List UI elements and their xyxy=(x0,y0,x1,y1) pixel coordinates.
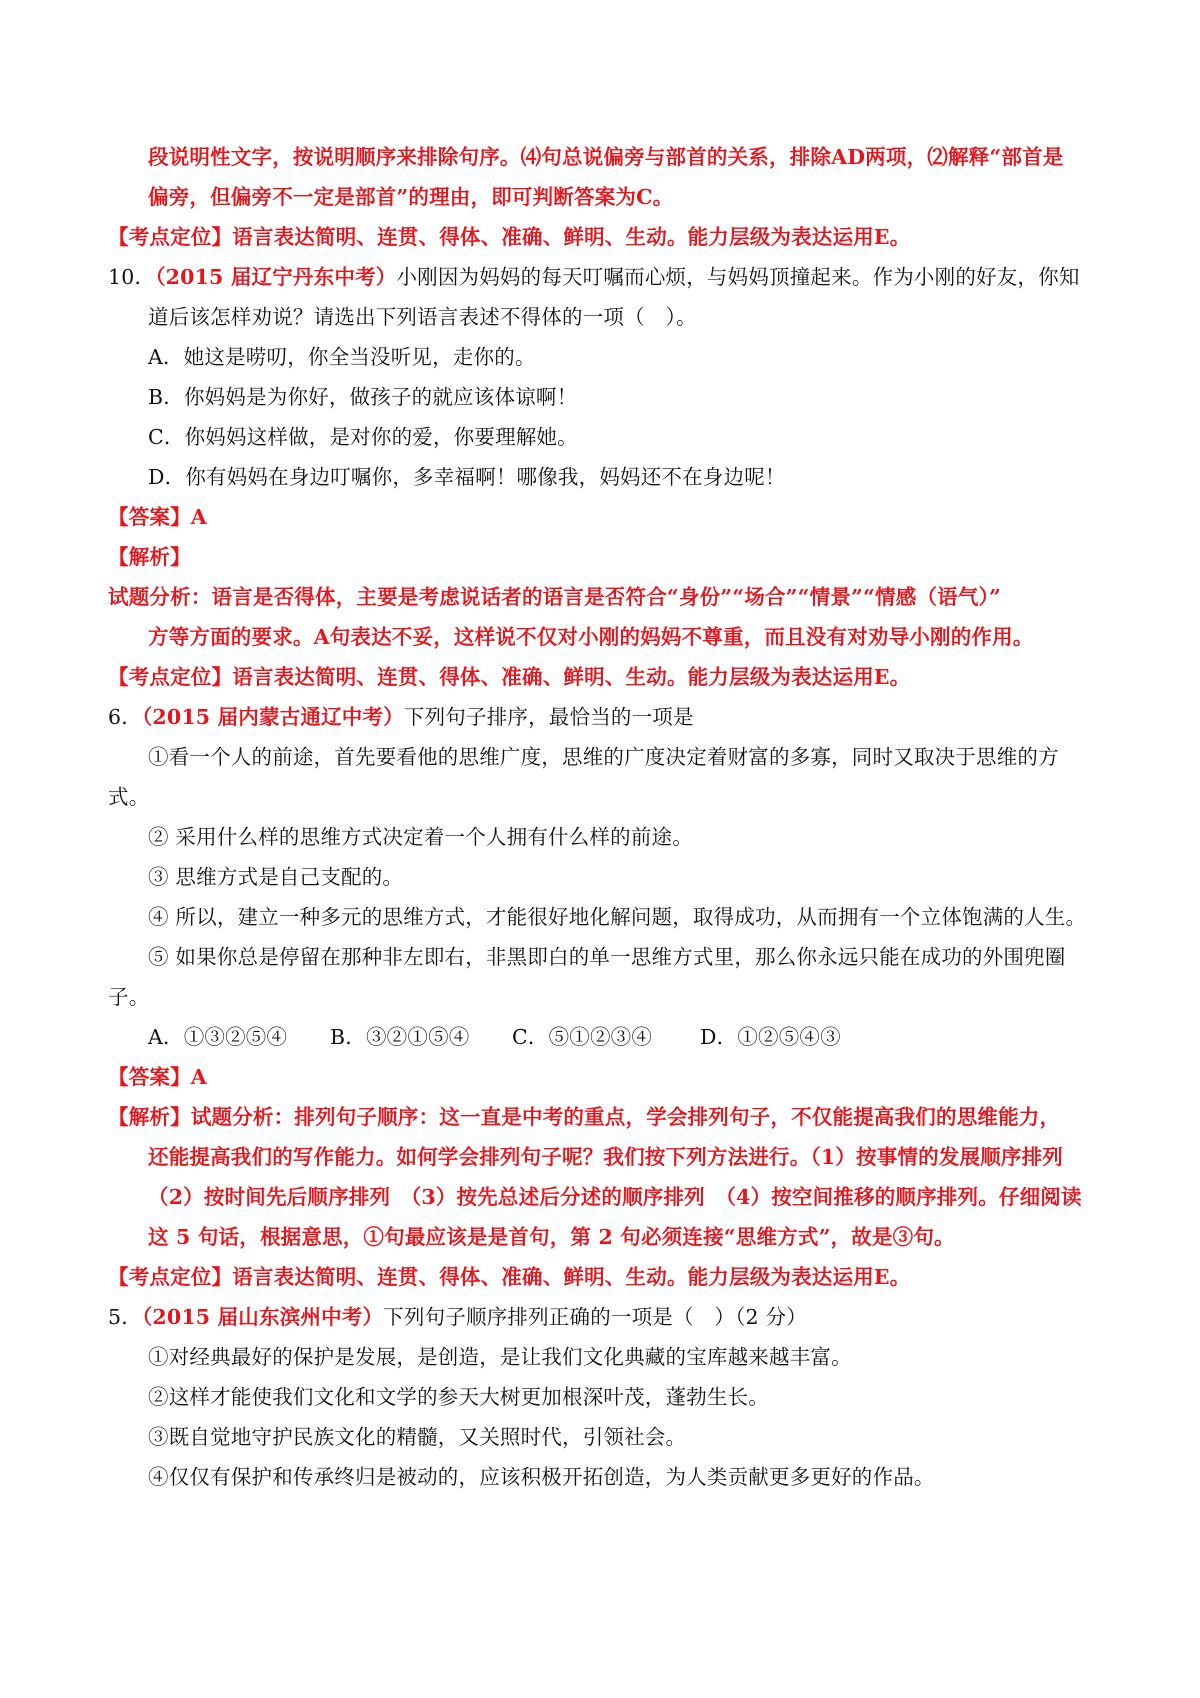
question-number: 6． xyxy=(108,705,142,729)
option-c: C．你妈妈这样做，是对你的爱，你要理解她。 xyxy=(148,425,578,449)
kaodian-tag: 【考点定位】 xyxy=(108,1265,233,1289)
sentence-2: ② 采用什么样的思维方式决定着一个人拥有什么样的前途。 xyxy=(148,825,693,849)
kaodian-row xyxy=(108,1262,910,1292)
answer: 【答案】A xyxy=(108,1065,207,1089)
question-source: （2015 届内蒙古通辽中考） xyxy=(141,705,404,729)
analysis-line: （2）按时间先后顺序排列 （3）按先总述后分述的顺序排列 （4）按空间推移的顺序排列。仔细阅读 xyxy=(148,1185,1082,1209)
analysis-line: 试题分析：语言是否得体，主要是考虑说话者的语言是否符合“身份”“场合”“情景”“情感（语气）” xyxy=(108,585,1001,609)
analysis-line: 偏旁，但偏旁不一定是部首”的理由，即可判断答案为C。 xyxy=(148,185,674,209)
sentence-2: ②这样才能使我们文化和文学的参天大树更加根深叶茂，蓬勃生长。 xyxy=(148,1385,769,1409)
analysis-line: 段说明性文字，按说明顺序来排除句序。⑷句总说偏旁与部首的关系，排除AD两项，⑵解释“部首是 xyxy=(148,145,1064,169)
option-d: D．你有妈妈在身边叮嘱你，多幸福啊！哪像我，妈妈还不在身边呢！ xyxy=(148,465,786,489)
option-b: B．你妈妈是为你好，做孩子的就应该体谅啊！ xyxy=(148,385,578,409)
sentence-3: ③ 思维方式是自己支配的。 xyxy=(148,865,404,889)
option-d: D．①②⑤④③ xyxy=(700,1025,841,1049)
kaodian-tag: 【考点定位】 xyxy=(108,225,233,249)
question-text: 小刚因为妈妈的每天叮嘱而心烦，与妈妈顶撞起来。作为小刚的好友，你知 xyxy=(396,265,1080,289)
question-text: 道后该怎样劝说？请选出下列语言表述不得体的一项（ ）。 xyxy=(148,305,697,329)
question-source: （2015 届辽宁丹东中考） xyxy=(155,265,397,289)
analysis-line: 试题分析：排列句子顺序：这一直是中考的重点，学会排列句子，不仅能提高我们的思维能力， xyxy=(190,1105,1061,1129)
sentence-1: ①看一个人的前途，首先要看他的思维广度，思维的广度决定着财富的多寡，同时又取决于思维的方 xyxy=(148,745,1059,769)
analysis-line: 还能提高我们的写作能力。如何学会排列句子呢？我们按下列方法进行。（1）按事情的发展顺序排列 xyxy=(148,1145,1064,1169)
sentence-1-cont: 式。 xyxy=(108,785,150,809)
sentence-5: ⑤ 如果你总是停留在那种非左即右，非黑即白的单一思维方式里，那么你永远只能在成功的外围兜圈 xyxy=(148,945,1066,969)
kaodian-tag: 【考点定位】 xyxy=(108,665,233,689)
question-number: 5． xyxy=(108,1305,142,1329)
kaodian-row xyxy=(108,662,910,692)
question-text: 下列句子顺序排列正确的一项是（ ）（2 分） xyxy=(383,1305,807,1329)
kaodian-text: 语言表达简明、连贯、得体、准确、鲜明、生动。能力层级为表达运用E。 xyxy=(232,665,911,689)
sentence-5-cont: 子。 xyxy=(108,985,150,1009)
question-10-stem xyxy=(108,262,1080,292)
option-a: A．①③②⑤④ xyxy=(148,1025,288,1049)
question-5-stem xyxy=(108,1302,807,1332)
option-a: A．她这是唠叨，你全当没听见，走你的。 xyxy=(148,345,536,369)
sentence-3: ③既自觉地守护民族文化的精髓，又关照时代，引领社会。 xyxy=(148,1425,687,1449)
option-c: C．⑤①②③④ xyxy=(512,1025,653,1049)
jiexi-row xyxy=(108,1102,1060,1132)
question-6-stem xyxy=(108,702,694,732)
question-text: 下列句子排序，最恰当的一项是 xyxy=(403,705,694,729)
question-number: 10． xyxy=(108,265,156,289)
sentence-4: ④仅仅有保护和传承终归是被动的，应该积极开拓创造，为人类贡献更多更好的作品。 xyxy=(148,1465,935,1489)
jiexi-heading: 【解析】 xyxy=(108,545,191,569)
question-source: （2015 届山东滨州中考） xyxy=(141,1305,384,1329)
analysis-line: 这 5 句话，根据意思，①句最应该是是首句，第 2 句必须连接“思维方式”，故是③句。 xyxy=(148,1225,955,1249)
option-b: B．③②①⑤④ xyxy=(330,1025,470,1049)
answer: 【答案】A xyxy=(108,505,207,529)
kaodian-row xyxy=(108,222,910,252)
kaodian-text: 语言表达简明、连贯、得体、准确、鲜明、生动。能力层级为表达运用E。 xyxy=(232,225,911,249)
kaodian-text: 语言表达简明、连贯、得体、准确、鲜明、生动。能力层级为表达运用E。 xyxy=(232,1265,911,1289)
jiexi-heading: 【解析】 xyxy=(108,1105,191,1129)
sentence-4: ④ 所以，建立一种多元的思维方式，才能很好地化解问题，取得成功，从而拥有一个立体饱满的人生。 xyxy=(148,905,1087,929)
analysis-line: 方等方面的要求。A句表达不妥，这样说不仅对小刚的妈妈不尊重，而且没有对劝导小刚的作用。 xyxy=(148,625,1034,649)
sentence-1: ①对经典最好的保护是发展，是创造，是让我们文化典藏的宝库越来越丰富。 xyxy=(148,1345,852,1369)
